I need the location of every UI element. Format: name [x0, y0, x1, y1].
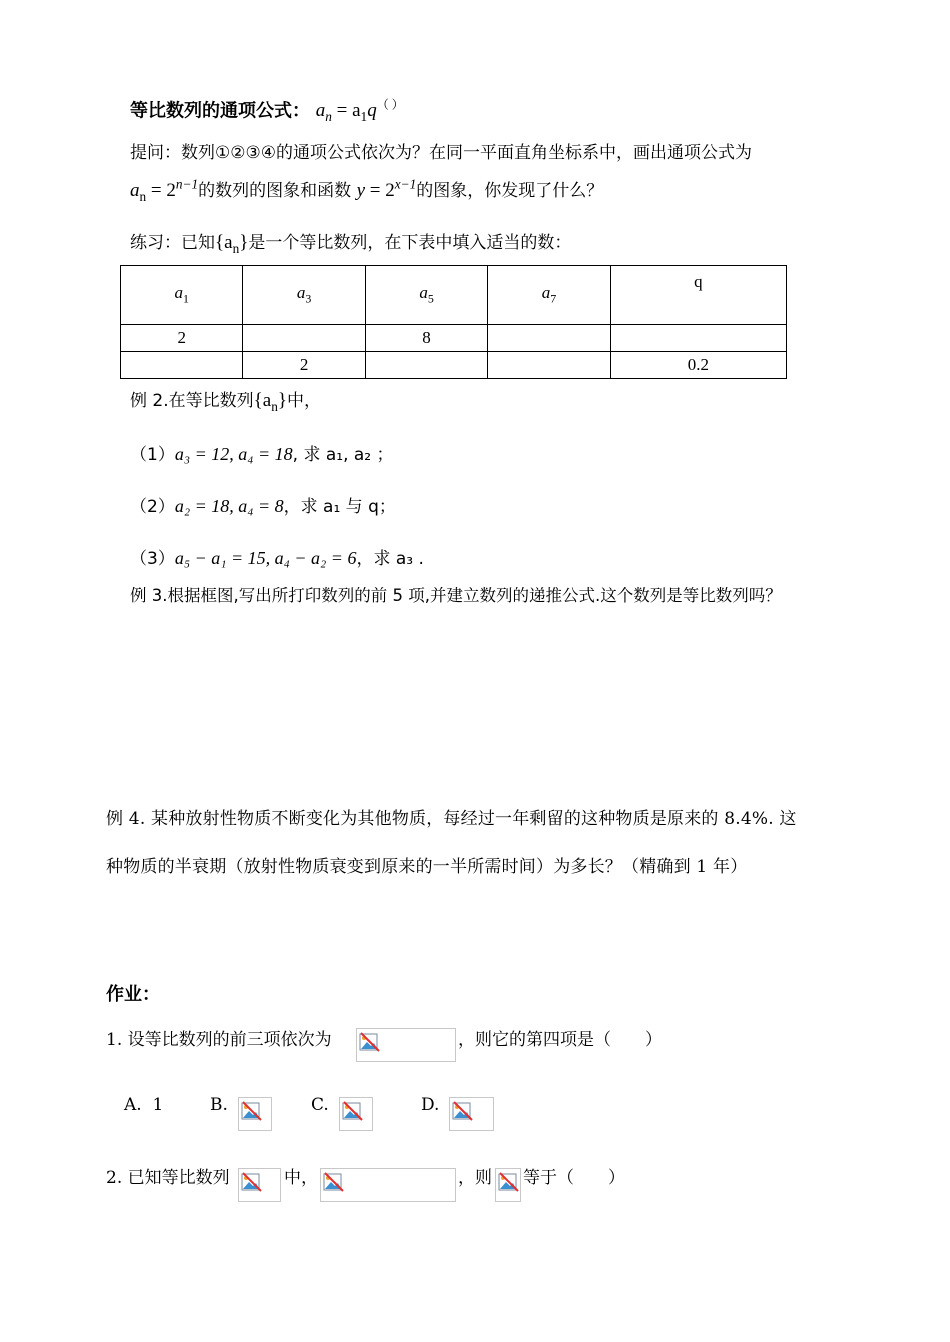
broken-image-icon	[339, 1097, 373, 1131]
general-term-formula: $a_n = a_1q^{( )}$	[315, 98, 404, 125]
question-line-2: $a_n = 2^{n-1}$的数列的图象和函数 $y = 2^{x-1}$的图象，你发现了什么？	[130, 176, 604, 204]
table-header-row	[121, 266, 787, 325]
fill-in-table	[120, 265, 787, 379]
header-a3: $a_3$	[243, 266, 365, 325]
table-cell[interactable]: 2	[243, 352, 365, 379]
broken-image-icon	[238, 1168, 281, 1202]
table-cell[interactable]	[121, 352, 243, 379]
homework-q2-mid2: ，则	[458, 1168, 492, 1188]
table-row	[121, 352, 787, 379]
example2-item-3: （3）a₅ − a₁ = 15, a₄ − a₂ = 6，求 a₃ .	[130, 548, 424, 569]
broken-image-icon	[449, 1097, 494, 1131]
formula-heading: 等比数列的通项公式：	[130, 100, 310, 122]
broken-image-icon	[495, 1168, 521, 1202]
table-cell[interactable]	[243, 325, 365, 352]
example2-item-2: （2）a₂ = 18, a₄ = 8，求 a₁ 与 q；	[130, 496, 396, 517]
homework-q2-prefix: 2. 已知等比数列	[106, 1168, 230, 1188]
question-line-1: 提问：数列①②③④的通项公式依次为？在同一平面直角坐标系中，画出通项公式为	[130, 143, 752, 163]
practice-line: 练习：已知$\{a_n\}$是一个等比数列，在下表中填入适当的数：	[130, 232, 572, 256]
table-cell[interactable]: 8	[365, 325, 487, 352]
table-cell[interactable]	[488, 352, 610, 379]
example4-line-1: 例 4. 某种放射性物质不断变化为其他物质，每经过一年剩留的这种物质是原来的 8.4%. 这	[106, 809, 797, 829]
choice-d[interactable]: D.	[421, 1095, 440, 1115]
formula-heading-line	[130, 96, 404, 125]
table-cell[interactable]	[610, 325, 786, 352]
example2-item-1: （1）a₃ = 12, a₄ = 18, 求 a₁, a₂ ；	[130, 444, 394, 465]
table-row	[121, 325, 787, 352]
choice-b[interactable]: B.	[210, 1095, 228, 1115]
header-q: q	[610, 266, 786, 325]
homework-q1-prefix: 1. 设等比数列的前三项依次为	[106, 1030, 332, 1050]
table-cell[interactable]: 0.2	[610, 352, 786, 379]
formula-blank: （ ）	[376, 98, 404, 112]
broken-image-icon	[356, 1028, 456, 1062]
broken-image-icon	[238, 1097, 272, 1131]
homework-q2-mid: 中，	[284, 1168, 318, 1188]
table-cell[interactable]	[365, 352, 487, 379]
example3-text: 例 3.根据框图,写出所打印数列的前 5 项,并建立数列的递推公式.这个数列是等比数列吗？	[130, 586, 782, 605]
header-a5: $a_5$	[365, 266, 487, 325]
homework-q2-suffix: 等于（ ）	[523, 1168, 625, 1188]
header-a7: $a_7$	[488, 266, 610, 325]
homework-q1-suffix: ，则它的第四项是（ ）	[458, 1030, 662, 1050]
example4-line-2: 种物质的半衰期（放射性物质衰变到原来的一半所需时间）为多长？（精确到 1 年）	[106, 857, 748, 877]
function-formula: $y = 2^{x-1}$	[356, 176, 417, 201]
homework-heading: 作业：	[106, 984, 160, 1005]
header-a1: $a_1$	[121, 266, 243, 325]
example2-title: 例 2.在等比数列$\{a_n\}$中，	[130, 390, 321, 414]
broken-image-icon	[320, 1168, 456, 1202]
choice-a[interactable]: A. 1	[124, 1095, 164, 1115]
table-cell[interactable]	[488, 325, 610, 352]
sequence-formula: $a_n = 2^{n-1}$	[130, 176, 199, 204]
choice-c[interactable]: C.	[311, 1095, 329, 1115]
table-cell[interactable]: 2	[121, 325, 243, 352]
sequence-notation: $\{a_n\}$	[215, 232, 249, 256]
